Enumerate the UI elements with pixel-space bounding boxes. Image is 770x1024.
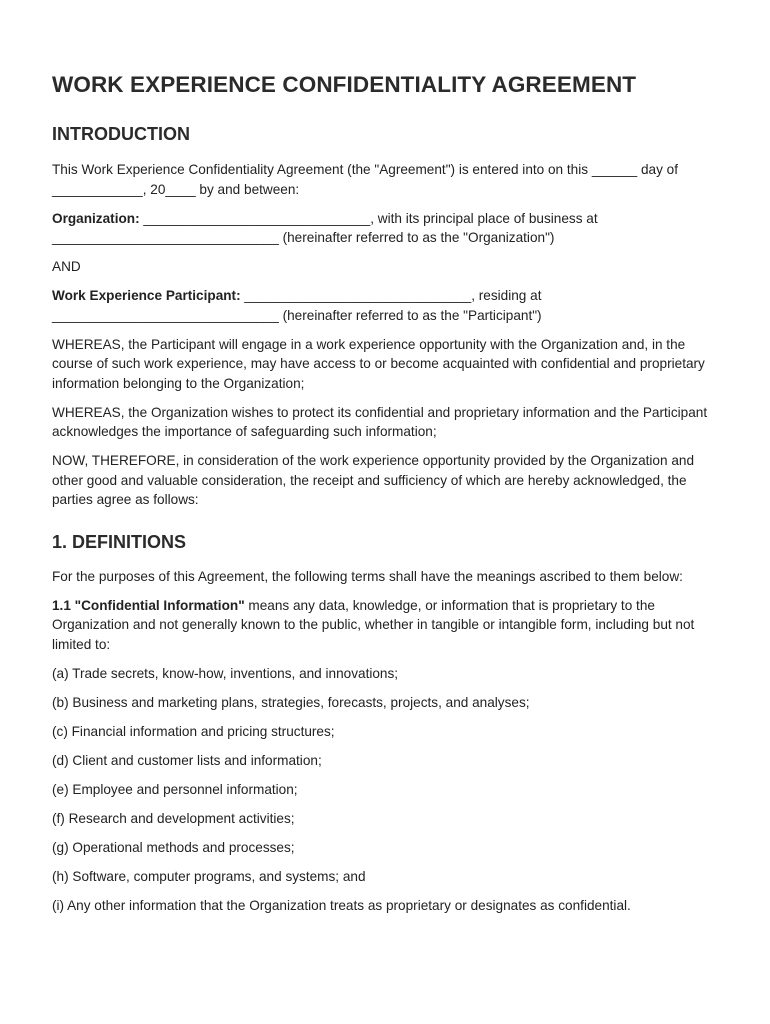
definition-item-g: (g) Operational methods and processes;	[52, 839, 295, 855]
clause-1-1	[52, 596, 718, 655]
definition-item-c: (c) Financial information and pricing structures;	[52, 723, 335, 739]
whereas-paragraph-2: WHEREAS, the Organization wishes to protect its confidential and proprietary information and the Participant acknowledges the importance of safeguarding such information;	[52, 404, 708, 439]
clause-1-1-label: 1.1 "Confidential Information"	[52, 597, 245, 613]
now-therefore-paragraph: NOW, THEREFORE, in consideration of the work experience opportunity provided by the Organization and other good and valuable consideration, the receipt and sufficiency of which are hereby acknowledged, the parties agree as follows:	[52, 453, 694, 507]
and-paragraph: AND	[52, 259, 81, 274]
whereas-paragraph-1: WHEREAS, the Participant will engage in a work experience opportunity with the Organization and, in the course of such work experience, may have access to or become acquainted with confidential and proprietary information belonging to the Organization;	[52, 336, 705, 391]
organization-label: Organization:	[52, 210, 140, 226]
introduction-heading: INTRODUCTION	[52, 124, 190, 144]
participant-label: Work Experience Participant:	[52, 288, 241, 303]
definitions-intro: For the purposes of this Agreement, the following terms shall have the meanings ascribed to them below:	[52, 568, 683, 584]
definition-item-a: (a) Trade secrets, know-how, inventions, and innovations;	[52, 665, 399, 681]
participant-text: ______________________________, residing at ______________________________ (hereinafter referred to as the "Participant")	[52, 288, 542, 323]
definition-item-h: (h) Software, computer programs, and systems; and	[52, 868, 366, 884]
definition-item-f: (f) Research and development activities;	[52, 810, 295, 826]
definition-item-e: (e) Employee and personnel information;	[52, 781, 298, 797]
definition-item-d: (d) Client and customer lists and information;	[52, 752, 322, 768]
opening-paragraph: This Work Experience Confidentiality Agreement (the "Agreement") is entered into on this ______ day of ____________, 20____ by and between:	[52, 162, 678, 197]
definition-item-b: (b) Business and marketing plans, strategies, forecasts, projects, and analyses;	[52, 694, 530, 710]
organization-text: ______________________________, with its principal place of business at ______________________________ (hereinafter referred to as the "Organization")	[52, 210, 598, 245]
definitions-heading: 1. DEFINITIONS	[52, 531, 187, 552]
organization-paragraph	[52, 209, 718, 248]
participant-paragraph	[52, 286, 718, 325]
clause-1-1-text: means any data, knowledge, or information that is proprietary to the Organization and not generally known to the public, whether in tangible or intangible form, including but not limited to:	[52, 597, 695, 652]
document-title: WORK EXPERIENCE CONFIDENTIALITY AGREEMENT	[52, 72, 637, 97]
definition-item-i: (i) Any other information that the Organization treats as proprietary or designates as confidential.	[52, 897, 631, 913]
